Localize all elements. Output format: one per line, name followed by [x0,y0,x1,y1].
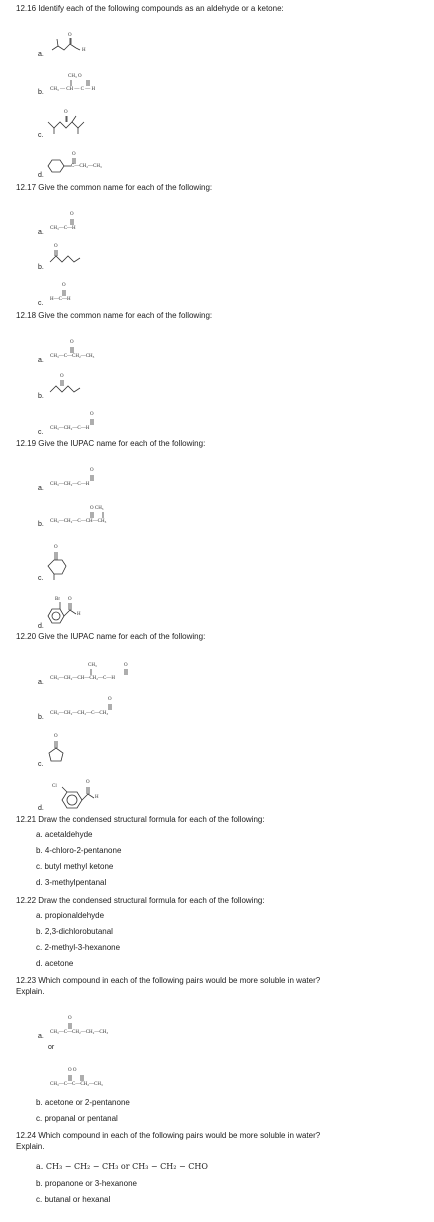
formula-text: CH₃—C—CH₂—CH₃ [50,354,95,359]
item-label: a. [38,51,44,58]
item-label: c. [38,132,44,139]
list-item: b. 4-chloro-2-pentanone [36,846,122,855]
item-label: d. [38,172,44,179]
formula-text: O [68,33,72,38]
formula-text: CH₃ — CH — C — H [50,87,96,92]
formula-text: CH₃—C—C—CH₂—CH₃ [50,1082,103,1087]
or-label: or [48,1044,55,1051]
formula-text: C—CH₂—CH₃ [71,164,102,169]
question-12-18-title: 12.18 Give the common name for each of the following: [16,311,213,320]
item-label: c. [38,575,44,582]
list-item: a. propionaldehyde [36,911,105,920]
list-item: d. acetone [36,959,74,968]
list-item: c. propanal or pentanal [36,1114,118,1123]
list-item: b. propanone or 3-hexanone [36,1179,137,1188]
formula-text: Cl [52,784,57,789]
item-label: a. [38,229,44,236]
formula-text: H [77,612,81,617]
item-label: a. [38,485,44,492]
question-12-19-title: 12.19 Give the IUPAC name for each of the following: [16,439,206,448]
question-12-21-title: 12.21 Draw the condensed structural formula for each of the following: [16,815,265,824]
list-item: c. butyl methyl ketone [36,862,114,871]
item-label: a. [38,1033,44,1040]
formula-text: O [62,283,66,288]
list-item: b. acetone or 2-pentanone [36,1098,130,1107]
formula-text: O CH₃ [90,506,104,511]
question-12-23-title: 12.23 Which compound in each of the following pairs would be more soluble in water? Explain. [16,976,321,996]
formula-text: CH₃—CH₂—C—CH—CH₃ [50,519,107,524]
item-label: a. [38,357,44,364]
item-label: d. [38,623,44,630]
item-label: c. [38,761,44,768]
list-item: a. CH₃ − CH₂ − CH₃ or CH₃ − CH₂ − CHO [36,1162,208,1171]
question-12-17-title: 12.17 Give the common name for each of the following: [16,183,213,192]
item-label: b. [38,714,44,721]
list-item: d. 3-methylpentanal [36,878,107,887]
formula-text: O [60,374,64,379]
question-12-20-title: 12.20 Give the IUPAC name for each of the following: [16,632,206,641]
formula-text: O [90,412,94,417]
item-label: b. [38,89,44,96]
formula-text: O [54,734,58,739]
formula-text: CH₃—CH₂—C—H [50,426,90,431]
formula-text: O [54,545,58,550]
item-label: b. [38,521,44,528]
formula-text: CH₃—CH₂—C—H [50,482,90,487]
formula-text: O [124,663,128,668]
item-label: a. [38,679,44,686]
item-label: d. [38,805,44,812]
formula-text: O [86,780,90,785]
item-label: b. [38,393,44,400]
formula-text: O [68,597,72,602]
formula-text: CH₃—C—H [50,226,76,231]
formula-text: CH₃—C—CH₂—CH₂—CH₃ [50,1030,109,1035]
formula-text: CH₃ [88,663,97,668]
formula-text: O [70,340,74,345]
formula-text: CH₃—CH₂—CH₂—C—CH₃ [50,711,109,716]
formula-text: CH₃—CH₂—CH—CH₂—C—H [50,676,115,681]
formula-text: O [108,697,112,702]
formula-text: O [54,244,58,249]
item-label: b. [38,264,44,271]
formula-text: CH₃ O [68,74,82,79]
formula-text: O [68,1016,72,1021]
item-label: c. [38,300,44,307]
item-label: c. [38,429,44,436]
formula-text: O [70,212,74,217]
list-item: c. 2-methyl-3-hexanone [36,943,121,952]
formula-text: H [82,48,86,53]
formula-text: O O [68,1068,77,1073]
list-item: b. 2,3-dichlorobutanal [36,927,113,936]
formula-text: O [90,468,94,473]
formula-text: O [72,152,76,157]
formula-text: O [64,110,68,115]
question-12-22-title: 12.22 Draw the condensed structural formula for each of the following: [16,896,265,905]
question-12-24-title: 12.24 Which compound in each of the following pairs would be more soluble in water? Explain. [16,1131,321,1151]
list-item: a. acetaldehyde [36,830,93,839]
formula-text: Br [55,597,60,602]
formula-text: H [95,795,99,800]
list-item: c. butanal or hexanal [36,1195,111,1204]
question-12-16-title: 12.16 Identify each of the following compounds as an aldehyde or a ketone: [16,4,284,13]
formula-text: H—C—H [50,297,71,302]
